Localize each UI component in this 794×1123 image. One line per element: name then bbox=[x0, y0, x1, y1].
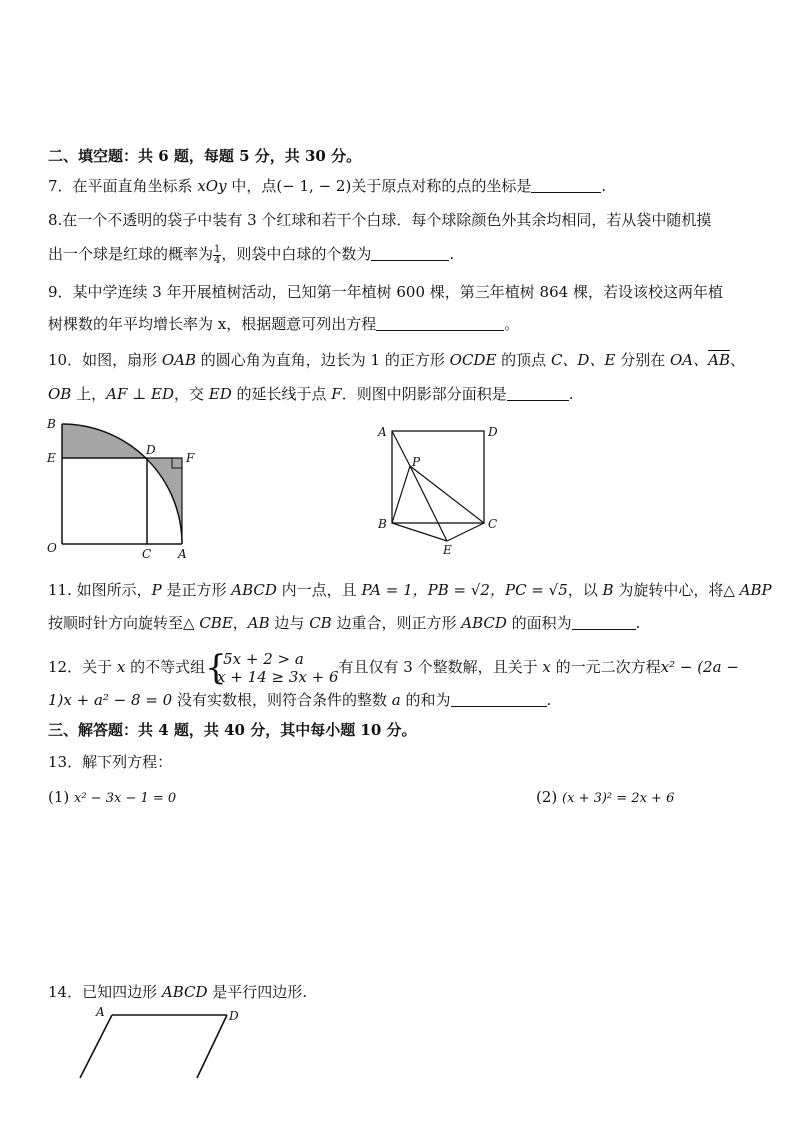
q11-text-c: 内一点，且 bbox=[276, 581, 362, 599]
segment-pe bbox=[410, 466, 447, 541]
q8-frac-num: 1 bbox=[214, 243, 221, 255]
q11-b: B bbox=[602, 581, 614, 599]
q10-text-2d: ，交 bbox=[173, 385, 209, 403]
shaded-region-right bbox=[147, 458, 182, 544]
q12-eq2: 1)x + a² − 8 = 0 bbox=[48, 691, 173, 709]
fig1-label-f: F bbox=[186, 451, 195, 465]
fig1-label-o: O bbox=[47, 541, 57, 555]
q7-end: . bbox=[601, 177, 607, 195]
q11-lengths: PA = 1，PB = √2，PC = √5 bbox=[361, 581, 568, 599]
segment-dc bbox=[197, 1015, 227, 1078]
q13-p1-equation: x² − 3x − 1 = 0 bbox=[74, 791, 177, 806]
q11-text-b: 是正方形 bbox=[161, 581, 232, 599]
fig1-label-d: D bbox=[146, 443, 156, 457]
fig2-label-b: B bbox=[378, 517, 387, 531]
q10-text-e: 分别在 bbox=[615, 351, 670, 369]
question-7 bbox=[48, 176, 606, 196]
fig2-label-p: P bbox=[412, 455, 421, 469]
q7-answer-blank[interactable] bbox=[531, 178, 601, 193]
q11-cb: CB bbox=[309, 614, 332, 632]
q12-text-b: 的不等式组 bbox=[125, 658, 206, 676]
question-9-line2 bbox=[48, 314, 519, 334]
q12-end: . bbox=[546, 691, 552, 709]
question-8-line2 bbox=[48, 244, 454, 266]
q12-x2: x bbox=[542, 658, 551, 676]
question-9-line1: 9．某中学连续 3 年开展植树活动，已知第一年植树 600 棵，第三年植树 864 棵，若设该校这两年植 bbox=[48, 283, 723, 301]
q13-p2-equation: (x + 3)² = 2x + 6 bbox=[562, 791, 675, 806]
fig2-label-c: C bbox=[488, 517, 498, 531]
question-13-title: 13．解下列方程： bbox=[48, 753, 173, 771]
q11-text-2a: 按顺时针方向旋转至△ bbox=[48, 614, 200, 632]
q12-x: x bbox=[116, 658, 126, 676]
q10-end: . bbox=[568, 385, 574, 403]
fig2-label-a: A bbox=[378, 425, 387, 439]
q11-p: P bbox=[151, 581, 162, 599]
q10-text-2b: 上， bbox=[71, 385, 107, 403]
question-13-part2 bbox=[536, 787, 674, 809]
q10-af-perp-ed: AF ⊥ ED bbox=[106, 385, 174, 403]
q12-text-2b: 没有实数根，则符合条件的整数 bbox=[172, 691, 392, 709]
q13-p1-label: (1) bbox=[48, 788, 70, 806]
fig2-label-d: D bbox=[488, 425, 498, 439]
fig1-label-c: C bbox=[142, 547, 152, 561]
q11-ab: AB bbox=[247, 614, 270, 632]
q10-text-g: 、 bbox=[729, 351, 745, 369]
q11-text-2d: 边重合，则正方形 bbox=[331, 614, 462, 632]
q12-ineq2: x + 14 ≥ 3x + 6 bbox=[217, 668, 339, 686]
segment-pc bbox=[410, 466, 484, 523]
question-8-line1: 8.在一个不透明的袋子中装有 3 个红球和若干个白球．每个球除颜色外其余均相同，若从袋中随机摸 bbox=[48, 211, 712, 229]
q10-text-c: 的顶点 bbox=[496, 351, 551, 369]
question-10-line2 bbox=[48, 384, 574, 404]
q12-text-c: 有且仅有 3 个整数解，且关于 bbox=[338, 658, 543, 676]
q8-text-b: ，则袋中白球的个数为 bbox=[221, 245, 372, 263]
square-abcd bbox=[392, 431, 484, 523]
q10-cde: C、D、E bbox=[550, 351, 616, 369]
q11-abcd: ABCD bbox=[231, 581, 277, 599]
section2-heading: 二、填空题：共 6 题，每题 5 分，共 30 分。 bbox=[48, 147, 362, 165]
q11-text-2e: 的面积为 bbox=[506, 614, 572, 632]
figure-sector-square bbox=[40, 412, 200, 562]
q9-answer-blank[interactable] bbox=[376, 316, 504, 331]
q11-answer-blank[interactable] bbox=[572, 615, 636, 630]
q10-oab: OAB bbox=[161, 351, 197, 369]
q8-frac-den: 4 bbox=[214, 254, 221, 266]
q11-text-2b: ， bbox=[232, 614, 248, 632]
q10-ed: ED bbox=[208, 385, 232, 403]
q10-oa: OA、 bbox=[669, 351, 709, 369]
q10-ocde: OCDE bbox=[449, 351, 497, 369]
q11-text-e: 为旋转中心，将△ bbox=[613, 581, 740, 599]
segment-pa bbox=[392, 431, 410, 466]
question-11-line2 bbox=[48, 613, 640, 633]
fig1-label-a: A bbox=[178, 547, 187, 561]
fig3-label-d: D bbox=[229, 1009, 239, 1023]
q8-answer-blank[interactable] bbox=[371, 246, 449, 261]
q10-text-a: 10．如图，扇形 bbox=[48, 351, 162, 369]
segment-ab bbox=[80, 1015, 112, 1078]
question-13-part1 bbox=[48, 787, 176, 809]
q8-end: . bbox=[449, 245, 455, 263]
q10-text-b: 的圆心角为直角，边长为 1 的正方形 bbox=[196, 351, 450, 369]
q11-text-d: ，以 bbox=[567, 581, 603, 599]
q10-arc-ab: $\overline{AB}$ bbox=[708, 351, 730, 369]
q14-abcd: ABCD bbox=[161, 983, 208, 1001]
fig3-label-a: A bbox=[96, 1005, 105, 1019]
q14-text-a: 14．已知四边形 bbox=[48, 983, 162, 1001]
section3-heading: 三、解答题：共 4 题，共 40 分，其中每小题 10 分。 bbox=[48, 721, 417, 739]
q11-abp: ABP bbox=[739, 581, 772, 599]
q12-text-2c: 的和为 bbox=[400, 691, 451, 709]
q11-end: . bbox=[635, 614, 641, 632]
segment-ce bbox=[447, 523, 484, 541]
q11-cbe: CBE bbox=[199, 614, 233, 632]
q11-abcd2: ABCD bbox=[461, 614, 507, 632]
segment-pb bbox=[392, 466, 410, 523]
q12-answer-blank[interactable] bbox=[451, 692, 547, 707]
q10-text-2h: ．则图中阴影部分面积是 bbox=[341, 385, 507, 403]
figure-parallelogram bbox=[72, 1000, 262, 1100]
question-14 bbox=[48, 982, 307, 1002]
question-10-line1 bbox=[48, 350, 745, 370]
q10-f: F bbox=[331, 385, 342, 403]
brace-icon: { bbox=[205, 648, 227, 688]
q9-text: 树棵数的年平均增长率为 x，根据题意可列出方程 bbox=[48, 315, 377, 333]
q12-ineq1: 5x + 2 > a bbox=[223, 650, 304, 668]
q7-text: 7．在平面直角坐标系 bbox=[48, 177, 198, 195]
figure-square-rotation bbox=[372, 418, 512, 558]
fig1-label-b: B bbox=[47, 417, 56, 431]
q8-text: 出一个球是红球的概率为 bbox=[48, 245, 214, 263]
q14-text-b: 是平行四边形. bbox=[207, 983, 308, 1001]
q10-text-2f: 的延长线于点 bbox=[231, 385, 332, 403]
q12-a: a bbox=[391, 691, 401, 709]
q12-eq1: x² − (2a − bbox=[660, 658, 739, 676]
q7-xoy: xOy bbox=[197, 177, 227, 195]
fig2-label-e: E bbox=[443, 543, 452, 557]
question-12-line1 bbox=[48, 650, 739, 686]
q10-answer-blank[interactable] bbox=[507, 386, 569, 401]
q9-end: 。 bbox=[504, 315, 520, 333]
q7-text-b: 中，点(− 1, − 2)关于原点对称的点的坐标是 bbox=[226, 177, 532, 195]
question-12-line2 bbox=[48, 690, 551, 710]
fig1-label-e: E bbox=[47, 451, 56, 465]
q12-text-d: 的一元二次方程 bbox=[550, 658, 661, 676]
question-11-line1 bbox=[48, 580, 772, 600]
shaded-region-top bbox=[62, 424, 147, 458]
q10-ob: OB bbox=[48, 385, 72, 403]
q12-inequality-system bbox=[205, 650, 338, 686]
segment-be bbox=[392, 523, 447, 541]
q12-text-a: 12．关于 bbox=[48, 658, 117, 676]
q11-text-2c: 边与 bbox=[269, 614, 310, 632]
q13-p2-label: (2) bbox=[536, 788, 558, 806]
q11-text-a: 11. 如图所示， bbox=[48, 581, 152, 599]
